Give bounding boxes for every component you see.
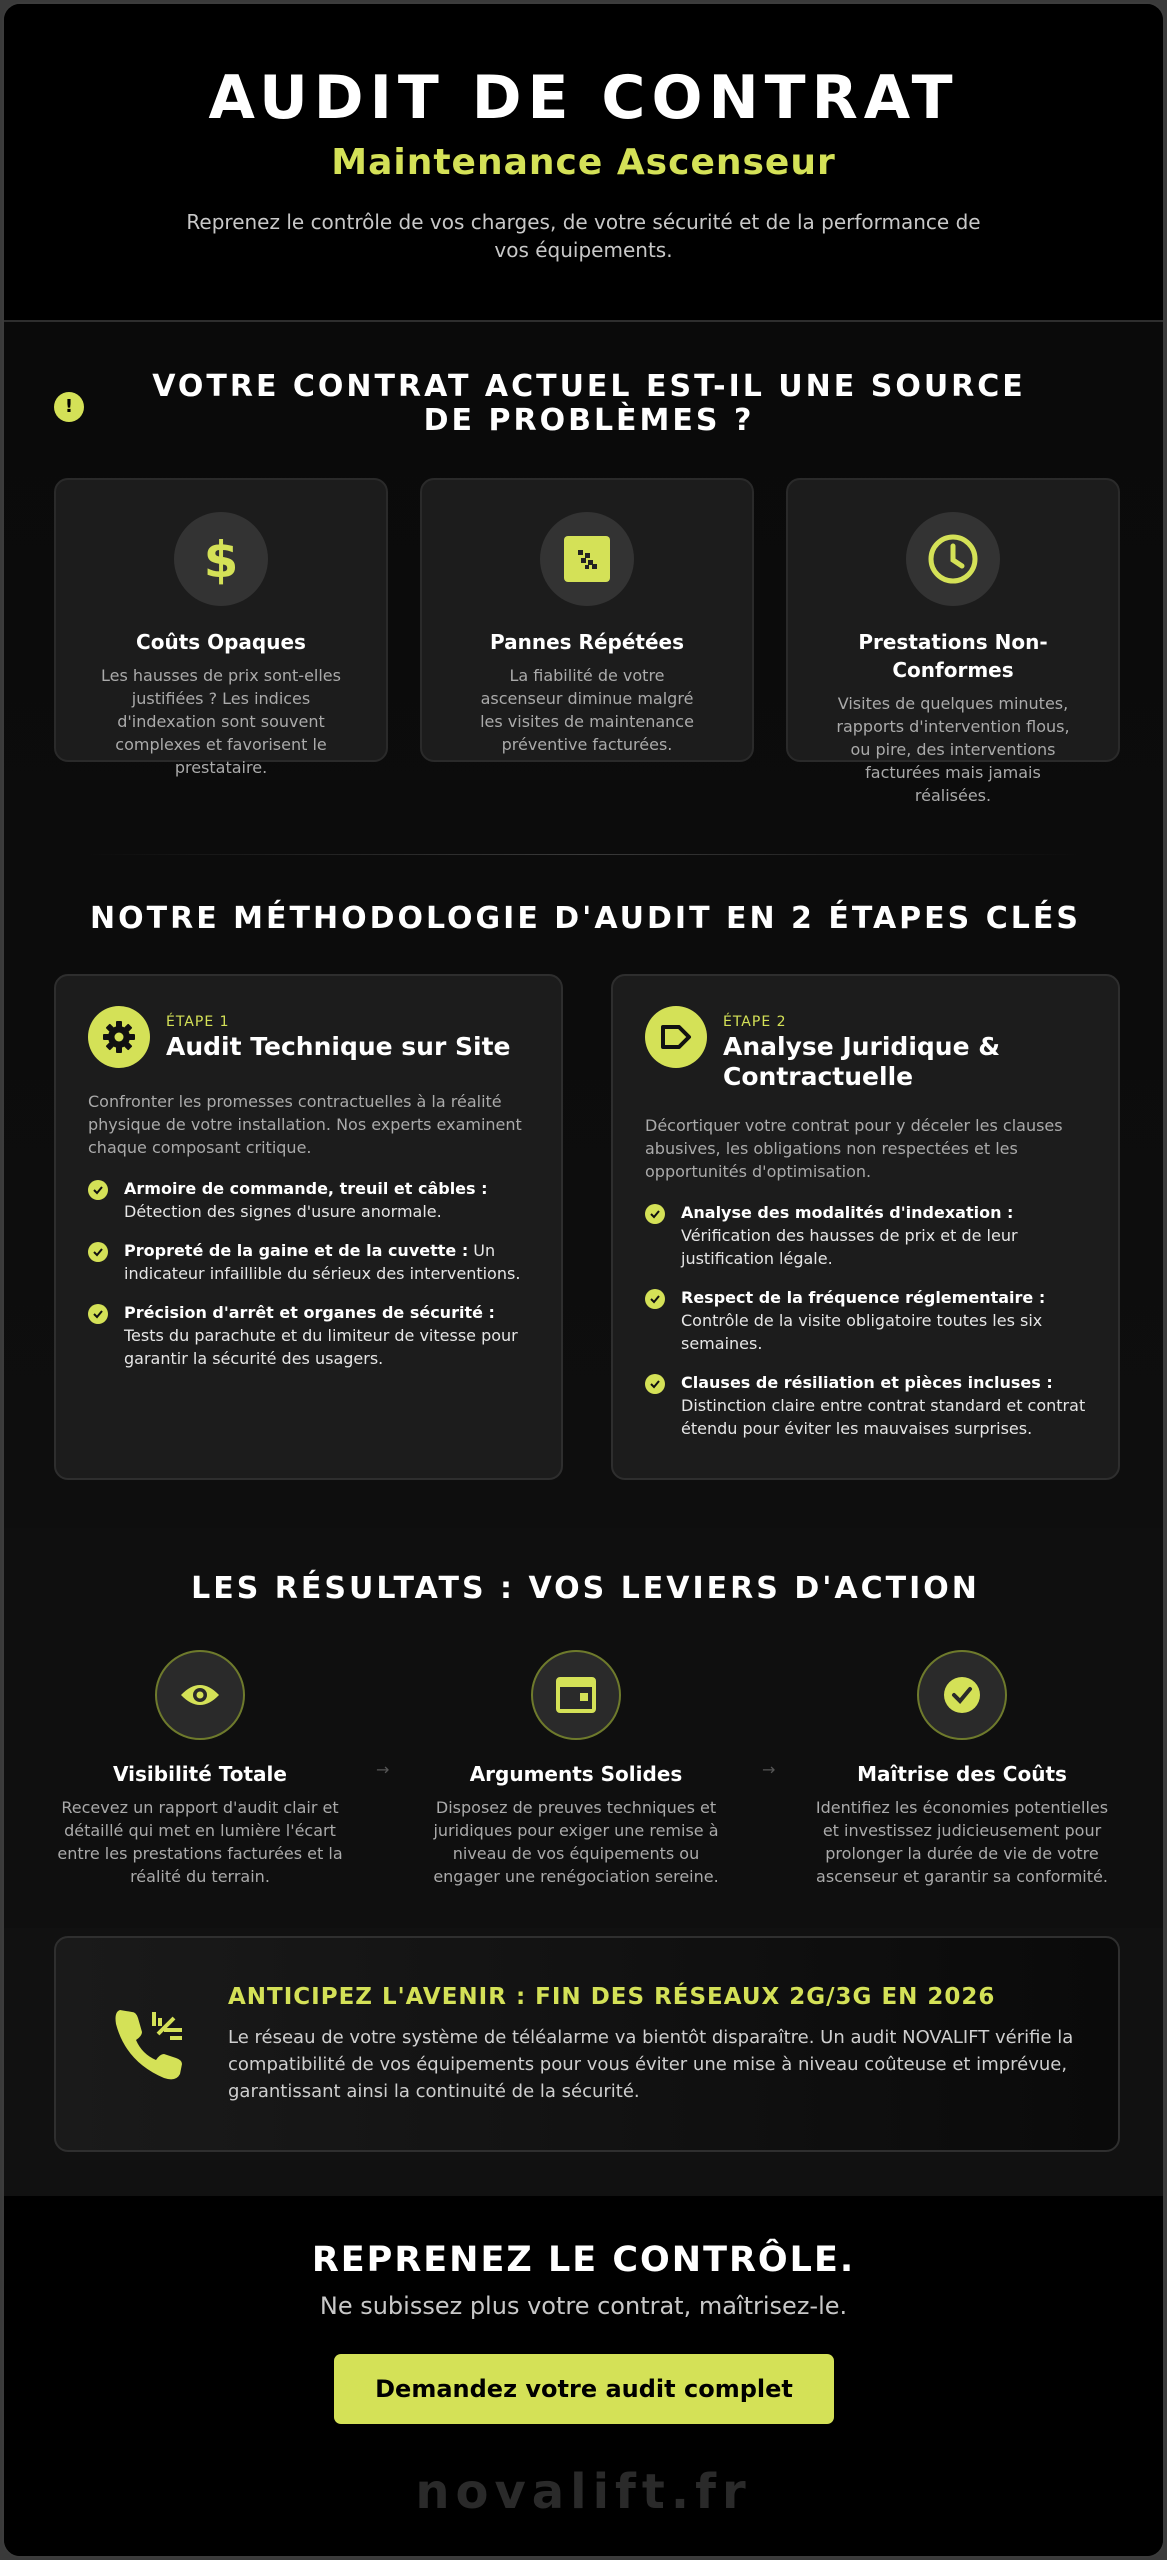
list-item [88,1239,529,1285]
methodology-cards [54,974,1120,1480]
arrow-right-icon: → [376,1760,390,1779]
result-text: Identifiez les économies potentielles et investissez judicieusement pour prolonger la durée de vie de votre ascenseur et garantir sa conformité. [815,1798,1109,1886]
check-icon [88,1180,108,1200]
document-icon [531,1650,621,1740]
step-checklist [88,1177,529,1370]
dollar-icon [174,512,268,606]
step-checklist [645,1201,1086,1440]
problem-card [54,478,388,777]
alert-text: Le réseau de votre système de téléalarme va bientôt disparaître. Un audit NOVALIFT vérifie la compatibilité de vos équipements pour vous éviter une mise à niveau coûteuse et imprévue, garantissant ainsi la continuité de la sécurité. [228,2027,1074,2102]
result-title: Visibilité Totale [113,1762,287,1786]
result-title: Arguments Solides [469,1762,683,1786]
item-label: Respect de la fréquence réglementaire : [681,1288,1046,1307]
hero-section [4,4,1163,322]
list-item [645,1286,1086,1355]
item-text: Vérification des hausses de prix et de leur justification légale. [681,1226,1018,1268]
alert-section [4,1928,1163,2196]
list-item [645,1201,1086,1270]
item-label: Propreté de la gaine et de la cuvette : [124,1241,469,1260]
request-audit-button[interactable]: Demandez votre audit complet [334,2354,834,2424]
problems-section [4,322,1163,1528]
warning-icon: ! [54,392,84,422]
item-label: Armoire de commande, treuil et câbles : [124,1179,488,1198]
section-divider [84,854,1084,855]
problem-card-text: La fiabilité de votre ascenseur diminue malgré les visites de maintenance préventive facturées. [480,666,694,754]
result-item [50,1650,350,1888]
problem-card-title: Prestations Non-Conformes [858,630,1048,682]
eye-icon [155,1650,245,1740]
item-label: Clauses de résiliation et pièces incluses : [681,1373,1053,1392]
problem-card-title: Coûts Opaques [136,630,306,654]
results-title: LES RÉSULTATS : VOS LEVIERS D'ACTION [191,1571,980,1606]
item-text: Un indicateur infaillible du sérieux des interventions. [124,1241,521,1283]
page-subtitle: Maintenance Ascenseur [331,142,836,183]
step-description: Décortiquer votre contrat pour y déceler les clauses abusives, les obligations non respectées et les opportunités d'optimisation. [645,1116,1063,1181]
results-section [4,1528,1163,1928]
check-icon [645,1204,665,1224]
alert-title: ANTICIPEZ L'AVENIR : FIN DES RÉSEAUX 2G/3G EN 2026 [228,1984,996,2010]
cta-title: REPRENEZ LE CONTRÔLE. [311,2240,856,2280]
result-text: Recevez un rapport d'audit clair et détaillé qui met en lumière l'écart entre les prestations facturées et la réalité du terrain. [57,1798,343,1886]
page-frame [2,2,1165,2558]
item-text: Contrôle de la visite obligatoire toutes les six semaines. [681,1311,1043,1353]
brand-watermark: novalift.fr [415,2464,752,2520]
step-title: Audit Technique sur Site [166,1032,511,1061]
problem-card-text: Visites de quelques minutes, rapports d'intervention flous, ou pire, des interventions facturées mais jamais réalisées. [836,694,1070,805]
item-text: Distinction claire entre contrat standard et contrat étendu pour éviter les mauvaises surprises. [681,1396,1086,1438]
step-label: ÉTAPE 2 [723,1014,787,1030]
check-icon [88,1242,108,1262]
hero-description: Reprenez le contrôle de vos charges, de votre sécurité et de la performance de vos équipements. [186,210,981,262]
item-text: Détection des signes d'usure anormale. [124,1202,442,1221]
result-item [812,1650,1112,1888]
cta-section [4,2196,1163,2558]
problem-card [786,478,1120,805]
check-icon [645,1289,665,1309]
step-title: Analyse Juridique & Contractuelle [723,1032,1001,1091]
cta-subtitle: Ne subissez plus votre contrat, maîtrisez-le. [319,2292,848,2320]
step-card [611,974,1120,1480]
problem-card [420,478,754,762]
problem-card-title: Pannes Répétées [490,630,684,654]
step-card [54,974,563,1480]
gear-icon [88,1006,150,1068]
page-title: AUDIT DE CONTRAT [208,63,959,133]
tag-icon [645,1006,707,1068]
check-icon [88,1304,108,1324]
methodology-title: NOTRE MÉTHODOLOGIE D'AUDIT EN 2 ÉTAPES CLÉS [90,901,1081,936]
problem-cards [54,478,1120,805]
list-item [645,1371,1086,1440]
grid-icon [540,512,634,606]
arrow-right-icon: → [762,1760,776,1779]
svg-text:$: $ [203,533,239,585]
phone-icon [112,2004,188,2088]
item-text: Tests du parachute et du limiteur de vitesse pour garantir la sécurité des usagers. [124,1326,518,1368]
list-item [88,1301,529,1370]
clock-icon [906,512,1000,606]
result-item [426,1650,726,1888]
result-title: Maîtrise des Coûts [857,1762,1067,1786]
item-label: Analyse des modalités d'indexation : [681,1203,1014,1222]
step-label: ÉTAPE 1 [166,1014,230,1030]
check-icon [645,1374,665,1394]
result-text: Disposez de preuves techniques et juridiques pour exiger une remise à niveau de vos équipements ou engager une renégociation sereine. [433,1798,719,1886]
problems-title: VOTRE CONTRAT ACTUEL EST-IL UNE SOURCE DE PROBLÈMES ? [152,369,1026,438]
item-label: Précision d'arrêt et organes de sécurité : [124,1303,495,1322]
problem-card-text: Les hausses de prix sont-elles justifiées ? Les indices d'indexation sont souvent complexes et favorisent le prestataire. [101,666,341,777]
step-description: Confronter les promesses contractuelles à la réalité physique de votre installation. Nos experts examinent chaque composant critique. [88,1092,522,1157]
alert-box [54,1936,1120,2152]
list-item [88,1177,529,1223]
check-circle-icon [917,1650,1007,1740]
